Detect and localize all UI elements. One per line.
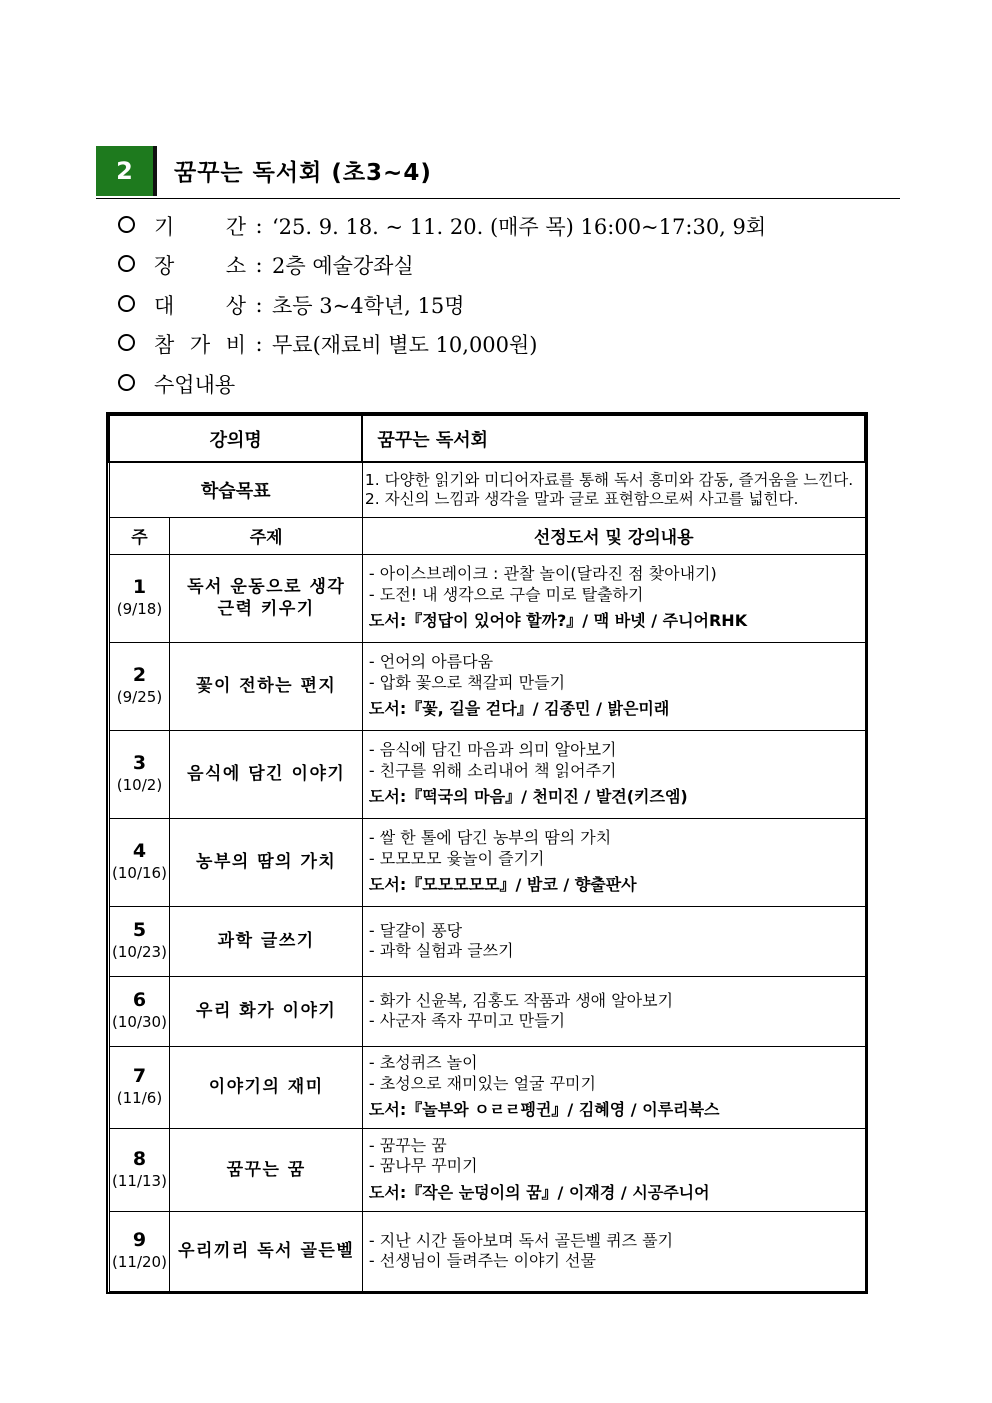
content-item: - 화가 신윤복, 김홍도 작품과 생애 알아보기: [368, 990, 674, 1010]
topic-text: 꽃이 전하는 편지: [196, 676, 337, 696]
book-info: 도서:『떡국의 마음』/ 천미진 / 발견(키즈엠): [368, 787, 688, 807]
content-cell: [362, 642, 865, 730]
topic-cell: [170, 730, 362, 818]
content-item: - 사군자 족자 꾸미고 만들기: [368, 1011, 566, 1030]
content-item: - 지난 시간 돌아보며 독서 골든벨 퀴즈 풀기: [368, 1230, 674, 1250]
info-label-char: 간: [225, 214, 246, 239]
table-row: [109, 818, 865, 906]
content-item: - 쌀 한 톨에 담긴 농부의 땀의 가치: [368, 828, 612, 848]
info-row: [118, 285, 766, 325]
week-cell: [109, 1046, 170, 1128]
info-row: [118, 364, 766, 404]
section-number: 2: [96, 146, 153, 196]
info-label-char: 상: [225, 293, 246, 318]
topic-cell: [170, 642, 362, 730]
week-date: (11/13): [112, 1171, 167, 1190]
content-cell: [362, 818, 865, 906]
week-cell: [109, 906, 170, 976]
week-date: (10/30): [112, 1013, 167, 1031]
topic-cell: [170, 1046, 362, 1128]
topic-text: 독서 운동으로 생각: [187, 577, 346, 597]
week-date: (11/20): [112, 1253, 167, 1271]
week-cell: [109, 730, 170, 818]
header-week: 주: [109, 517, 170, 554]
topic-text: 근력 키우기: [217, 599, 315, 619]
book-info: 도서:『놀부와 ㅇㄹㄹ펭귄』/ 김혜영 / 이루리북스: [368, 1100, 720, 1120]
learning-goals: [362, 462, 865, 517]
content-item: - 과학 실험과 글쓰기: [368, 941, 514, 960]
topic-text: 음식에 담긴 이야기: [187, 764, 346, 784]
learning-goal: 2. 자신의 느낌과 생각을 말과 글로 표현함으로써 사고를 넓힌다.: [364, 489, 799, 508]
week-cell: [109, 1128, 170, 1211]
book-info: 도서:『모모모모모』/ 밤코 / 향출판사: [368, 875, 637, 895]
week-number: 6: [132, 989, 147, 1011]
week-number: 1: [132, 576, 147, 598]
info-label-char: 대: [154, 293, 175, 318]
week-cell: [109, 976, 170, 1046]
info-label-char: 가: [189, 333, 211, 358]
circle-bullet-icon: [118, 253, 154, 277]
course-table: [108, 414, 866, 1292]
info-row: [118, 246, 766, 286]
book-info: 도서:『꽃, 길을 걷다』/ 김종민 / 밝은미래: [368, 699, 670, 719]
content-item: - 초성퀴즈 놀이: [368, 1053, 478, 1073]
info-value: 2층 예술강좌실: [272, 254, 414, 279]
week-date: (9/25): [116, 688, 163, 706]
week-date: (10/23): [112, 943, 167, 961]
info-label: [154, 250, 246, 280]
week-cell: [109, 818, 170, 906]
content-cell: [362, 1046, 865, 1128]
topic-cell: [170, 818, 362, 906]
week-number: 2: [132, 664, 147, 686]
week-date: (10/2): [116, 776, 163, 794]
topic-text: 과학 글쓰기: [217, 931, 315, 951]
content-cell: [362, 1211, 865, 1291]
week-date: (10/16): [112, 864, 167, 882]
circle-bullet-icon: [118, 293, 154, 317]
circle-bullet-icon: [118, 214, 154, 238]
info-row: [118, 325, 766, 365]
week-number: 8: [132, 1147, 147, 1170]
header-content: 선정도서 및 강의내용: [362, 517, 865, 554]
content-cell: [362, 1128, 865, 1211]
table-row: [109, 1128, 865, 1211]
book-info: 도서:『작은 눈덩이의 꿈』/ 이재경 / 시공주니어: [368, 1182, 710, 1202]
info-value: 무료(재료비 별도 10,000원): [272, 333, 538, 358]
topic-text: 우리 화가 이야기: [196, 1001, 337, 1021]
table-row: [109, 730, 865, 818]
topic-cell: [170, 906, 362, 976]
book-info: 도서:『정답이 있어야 할까?』/ 맥 바넷 / 주니어RHK: [368, 611, 748, 631]
content-item: - 달걀이 퐁당: [368, 920, 463, 940]
content-item: - 음식에 담긴 마음과 의미 알아보기: [368, 740, 617, 760]
table-row: [109, 1211, 865, 1291]
info-colon: :: [255, 213, 263, 238]
topic-cell: [170, 1128, 362, 1211]
learning-goals-label: 학습목표: [109, 462, 362, 517]
info-label: [154, 290, 246, 320]
info-colon: :: [255, 332, 263, 357]
info-label-char: 비: [225, 333, 246, 358]
table-row: [109, 906, 865, 976]
content-item: - 친구를 위해 소리내어 책 읽어주기: [368, 760, 617, 780]
info-value: 초등 3~4학년, 15명: [272, 293, 465, 318]
topic-text: 꿈꾸는 꿈: [226, 1159, 306, 1180]
table-row: [109, 1046, 865, 1128]
content-cell: [362, 554, 865, 642]
section-title: 꿈꾸는 독서회 (초3~4): [174, 160, 432, 186]
info-label: [154, 211, 246, 241]
topic-cell: [170, 554, 362, 642]
circle-bullet-icon: [118, 332, 154, 356]
content-item: - 꿈나무 꾸미기: [368, 1156, 478, 1176]
week-number: 7: [132, 1065, 147, 1087]
info-colon: :: [255, 253, 263, 278]
week-date: (9/18): [116, 600, 163, 618]
content-item: - 언어의 아름다움: [368, 652, 494, 672]
learning-goal: 1. 다양한 읽기와 미디어자료를 통해 독서 흥미와 감동, 즐거움을 느낀다.: [364, 470, 854, 489]
week-number: 4: [132, 840, 147, 862]
week-number: 5: [132, 919, 147, 941]
week-number: 3: [132, 752, 147, 774]
table-row: [109, 554, 865, 642]
circle-bullet-icon: [118, 372, 154, 396]
info-colon: :: [255, 292, 263, 317]
topic-text: 이야기의 재미: [208, 1077, 324, 1097]
week-number: 9: [132, 1229, 147, 1251]
topic-cell: [170, 976, 362, 1046]
course-name-label: 강의명: [109, 415, 362, 462]
info-row: [118, 206, 766, 246]
content-item: - 꿈꾸는 꿈: [368, 1135, 447, 1155]
week-date: (11/6): [116, 1089, 163, 1107]
content-item: - 선생님이 들려주는 이야기 선물: [368, 1251, 596, 1270]
info-value: ‘25. 9. 18. ~ 11. 20. (매주 목) 16:00~17:30, 9회: [272, 214, 767, 239]
topic-text: 우리끼리 독서 골든벨: [178, 1241, 355, 1261]
table-row: [109, 976, 865, 1046]
content-item: - 초성으로 재미있는 얼굴 꾸미기: [368, 1073, 596, 1093]
info-label: [154, 329, 246, 359]
info-list: [118, 206, 766, 404]
info-label-char: 장: [154, 254, 175, 279]
info-label-char: 참: [154, 333, 175, 358]
content-cell: [362, 906, 865, 976]
week-cell: [109, 554, 170, 642]
info-label-char: 소: [225, 254, 246, 279]
course-name-value: 꿈꾸는 독서회: [362, 415, 865, 462]
section-number-divider: [153, 146, 157, 196]
topic-text: 농부의 땀의 가치: [196, 852, 337, 872]
header-topic: 주제: [170, 517, 362, 554]
info-label-char: 기: [154, 214, 175, 239]
content-cell: [362, 730, 865, 818]
section-header: [96, 146, 900, 199]
content-item: - 모모모모 윷놀이 즐기기: [368, 848, 545, 868]
week-cell: [109, 642, 170, 730]
content-item: - 압화 꽃으로 책갈피 만들기: [368, 672, 566, 692]
week-cell: [109, 1211, 170, 1291]
content-item: - 아이스브레이크 : 관찰 놀이(달라진 점 찾아내기): [368, 564, 717, 584]
content-cell: [362, 976, 865, 1046]
topic-cell: [170, 1211, 362, 1291]
table-row: [109, 642, 865, 730]
info-label: 수업내용: [154, 372, 236, 397]
content-item: - 도전! 내 생각으로 구슬 미로 탈출하기: [368, 584, 644, 604]
